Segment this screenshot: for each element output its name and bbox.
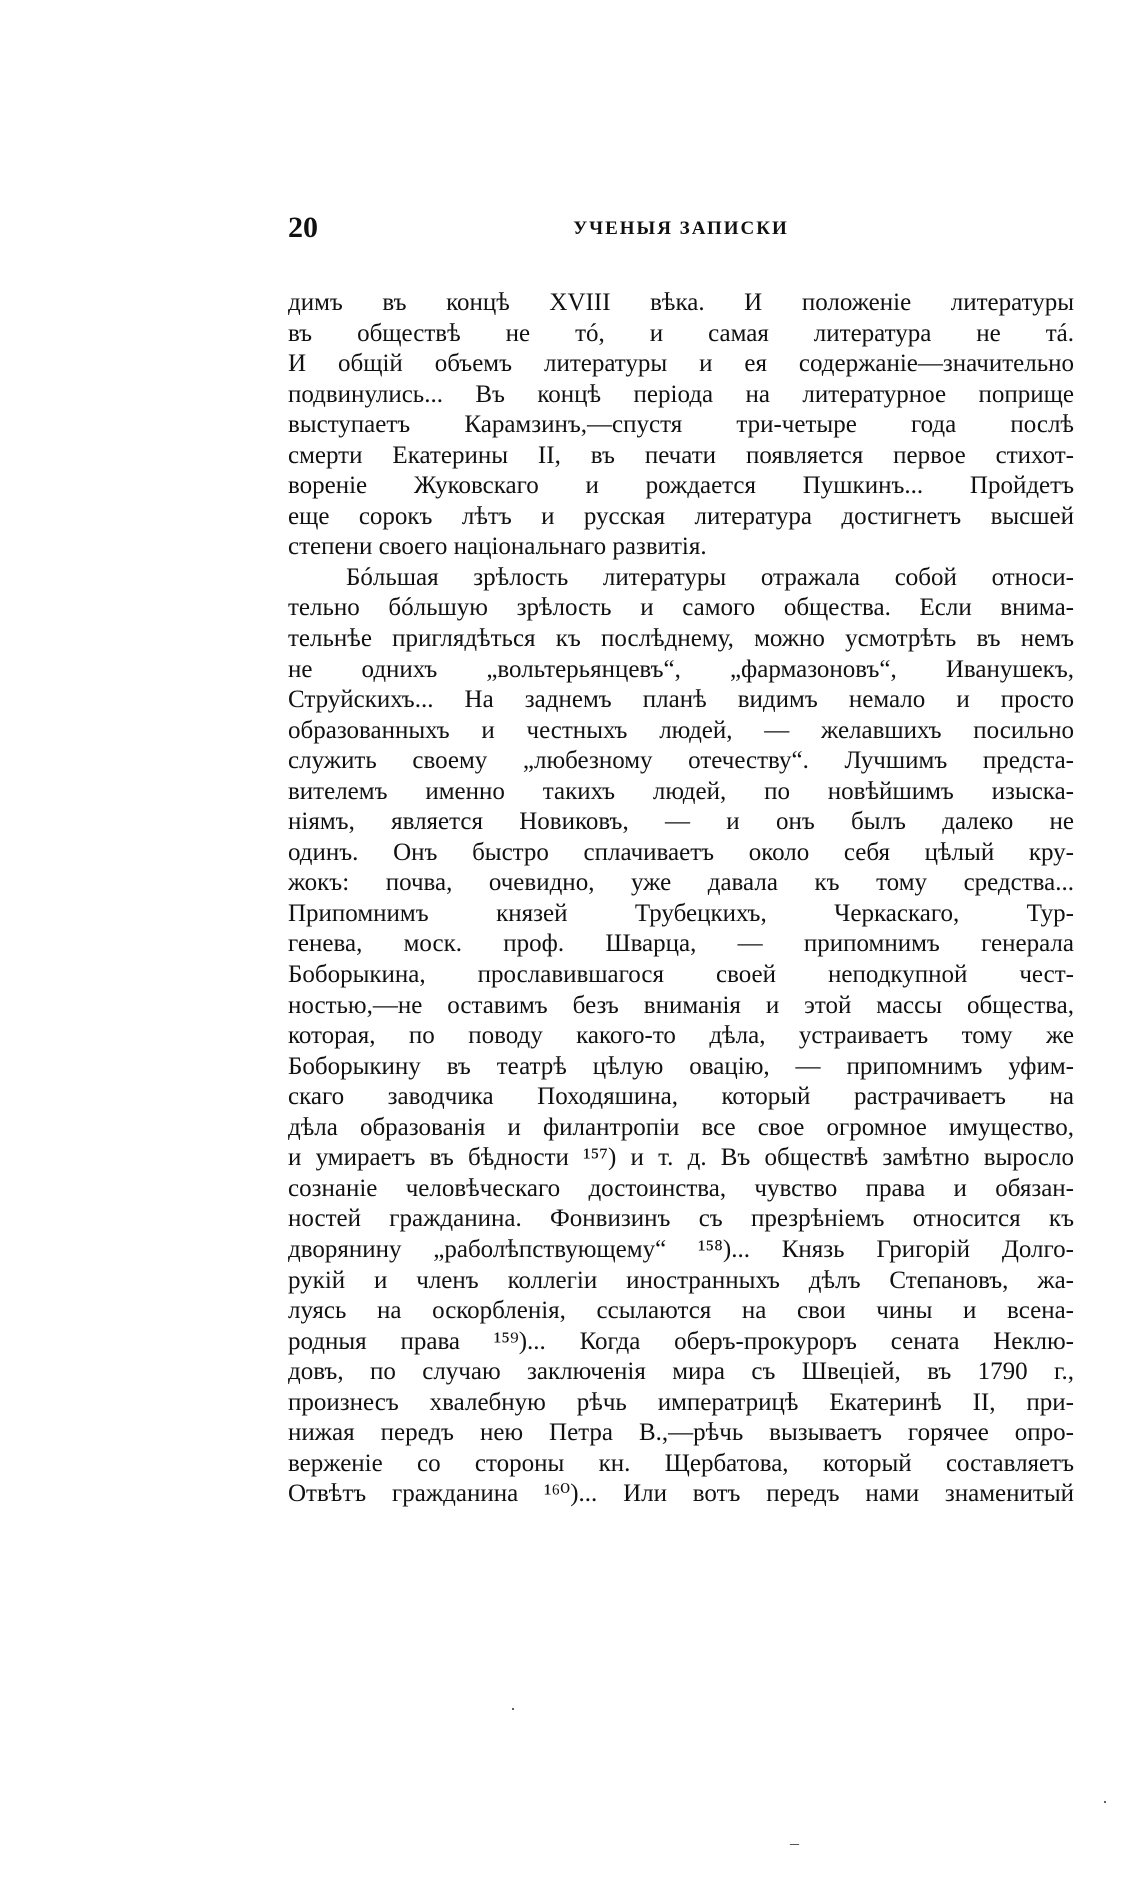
text-line: произнесъ хвалебную рѣчь императрицѣ Екатеринѣ II, при- [288,1388,1074,1416]
text-line: образованныхъ и честныхъ людей, — желавшихъ посильно [288,716,1074,744]
text-line: вителемъ именно такихъ людей, по новѣйшимъ изыска- [288,777,1074,805]
text-line: тельно бóльшую зрѣлость и самого общества. Если внима- [288,594,1074,622]
text-line: нiямъ, является Новиковъ, — и онъ былъ далеко не [288,808,1074,836]
journal-title: УЧЕНЫЯ ЗАПИСКИ [573,218,789,239]
text-line: воренiе Жуковскаго и рождается Пушкинъ... Пройдетъ [288,472,1074,500]
text-line: скаго заводчика Походяшина, который растрачиваетъ на [288,1083,1074,1111]
text-line: довъ, по случаю заключенiя мира съ Швецiей, въ 1790 г., [288,1358,1074,1386]
text-line: сознанiе человѣческаго достоинства, чувство права и обязан- [288,1174,1074,1202]
text-line: служить своему „любезному отечеству“. Лучшимъ предста- [288,747,1074,775]
text-line: ностей гражданина. Фонвизинъ съ презрѣнiемъ относится къ [288,1205,1074,1233]
text-line: ностью,—не оставимъ безъ вниманiя и этой массы общества, [288,991,1074,1019]
text-line: рукiй и членъ коллегiи иностранныхъ дѣлъ Степановъ, жа- [288,1266,1074,1294]
text-line: родныя права ¹⁵⁹)... Когда оберъ-прокуроръ сената Неклю- [288,1327,1074,1355]
text-line: И общiй объемъ литературы и ея содержанiе—значительно [288,350,1074,378]
text-line: дворянину „раболѣпствующему“ ¹⁵⁸)... Князь Григорiй Долго- [288,1235,1074,1263]
text-line: Струйскихъ... На заднемъ планѣ видимъ немало и просто [288,686,1074,714]
body-text [288,288,1074,1510]
text-line: верженiе со стороны кн. Щербатова, который составляетъ [288,1449,1074,1477]
text-line: Отвѣтъ гражданина ¹⁶⁰)... Или вотъ передъ нами знаменитый [288,1480,1074,1508]
text-line: димъ въ концѣ XVIII вѣка. И положенiе литературы [288,289,1074,316]
text-line: дѣла образованiя и филантропiи все свое огромное имущество, [288,1113,1074,1141]
text-line: степени своего нацiональнаго развитiя. [288,533,707,561]
text-line: тельнѣе приглядѣться къ послѣднему, можно усмотрѣть въ немъ [288,625,1074,653]
text-line: въ обществѣ не тó, и самая литература не тá. [288,319,1074,347]
text-line: Боборыкина, прославившагося своей неподкупной чест- [288,961,1074,989]
running-head [288,208,1074,248]
text-line: жокъ: почва, очевидно, уже давала къ тому средства... [288,869,1074,897]
scan-speck: · [1102,1792,1108,1812]
text-line: смерти Екатерины II, въ печати появляется первое стихот- [288,441,1074,469]
text-line: выступаетъ Карамзинъ,—спустя три-четыре года послѣ [288,411,1074,439]
text-line: Бóльшая зрѣлость литературы отражала собой относи- [346,563,1074,591]
text-line: луясь на оскорбленiя, ссылаются на свои чины и всена- [288,1297,1074,1325]
text-line: и умираетъ въ бѣдности ¹⁵⁷) и т. д. Въ обществѣ замѣтно выросло [288,1144,1074,1172]
text-line: Припомнимъ князей Трубецкихъ, Черкаскаго, Тур- [288,899,1074,927]
scan-speck: – [790,1833,799,1853]
text-line: которая, по поводу какого-то дѣла, устраиваетъ тому же [288,1022,1074,1050]
text-line: одинъ. Онъ быстро сплачиваетъ около себя цѣлый кру- [288,838,1074,866]
text-line: еще сорокъ лѣтъ и русская литература достигнетъ высшей [288,502,1074,530]
text-line: подвинулись... Въ концѣ перiода на литературное поприще [288,380,1074,408]
text-line: генева, моск. проф. Шварца, — припомнимъ генерала [288,930,1074,958]
scan-speck: · [510,1699,516,1719]
text-line: Боборыкину въ театрѣ цѣлую овацiю, — припомнимъ уфим- [288,1052,1074,1080]
text-line: не однихъ „вольтерьянцевъ“, „фармазоновъ“, Иванушекъ, [288,655,1074,683]
text-line: нижая передъ нею Петра В.,—рѣчь вызываетъ горячее опро- [288,1419,1074,1447]
page-number: 20 [288,211,318,244]
